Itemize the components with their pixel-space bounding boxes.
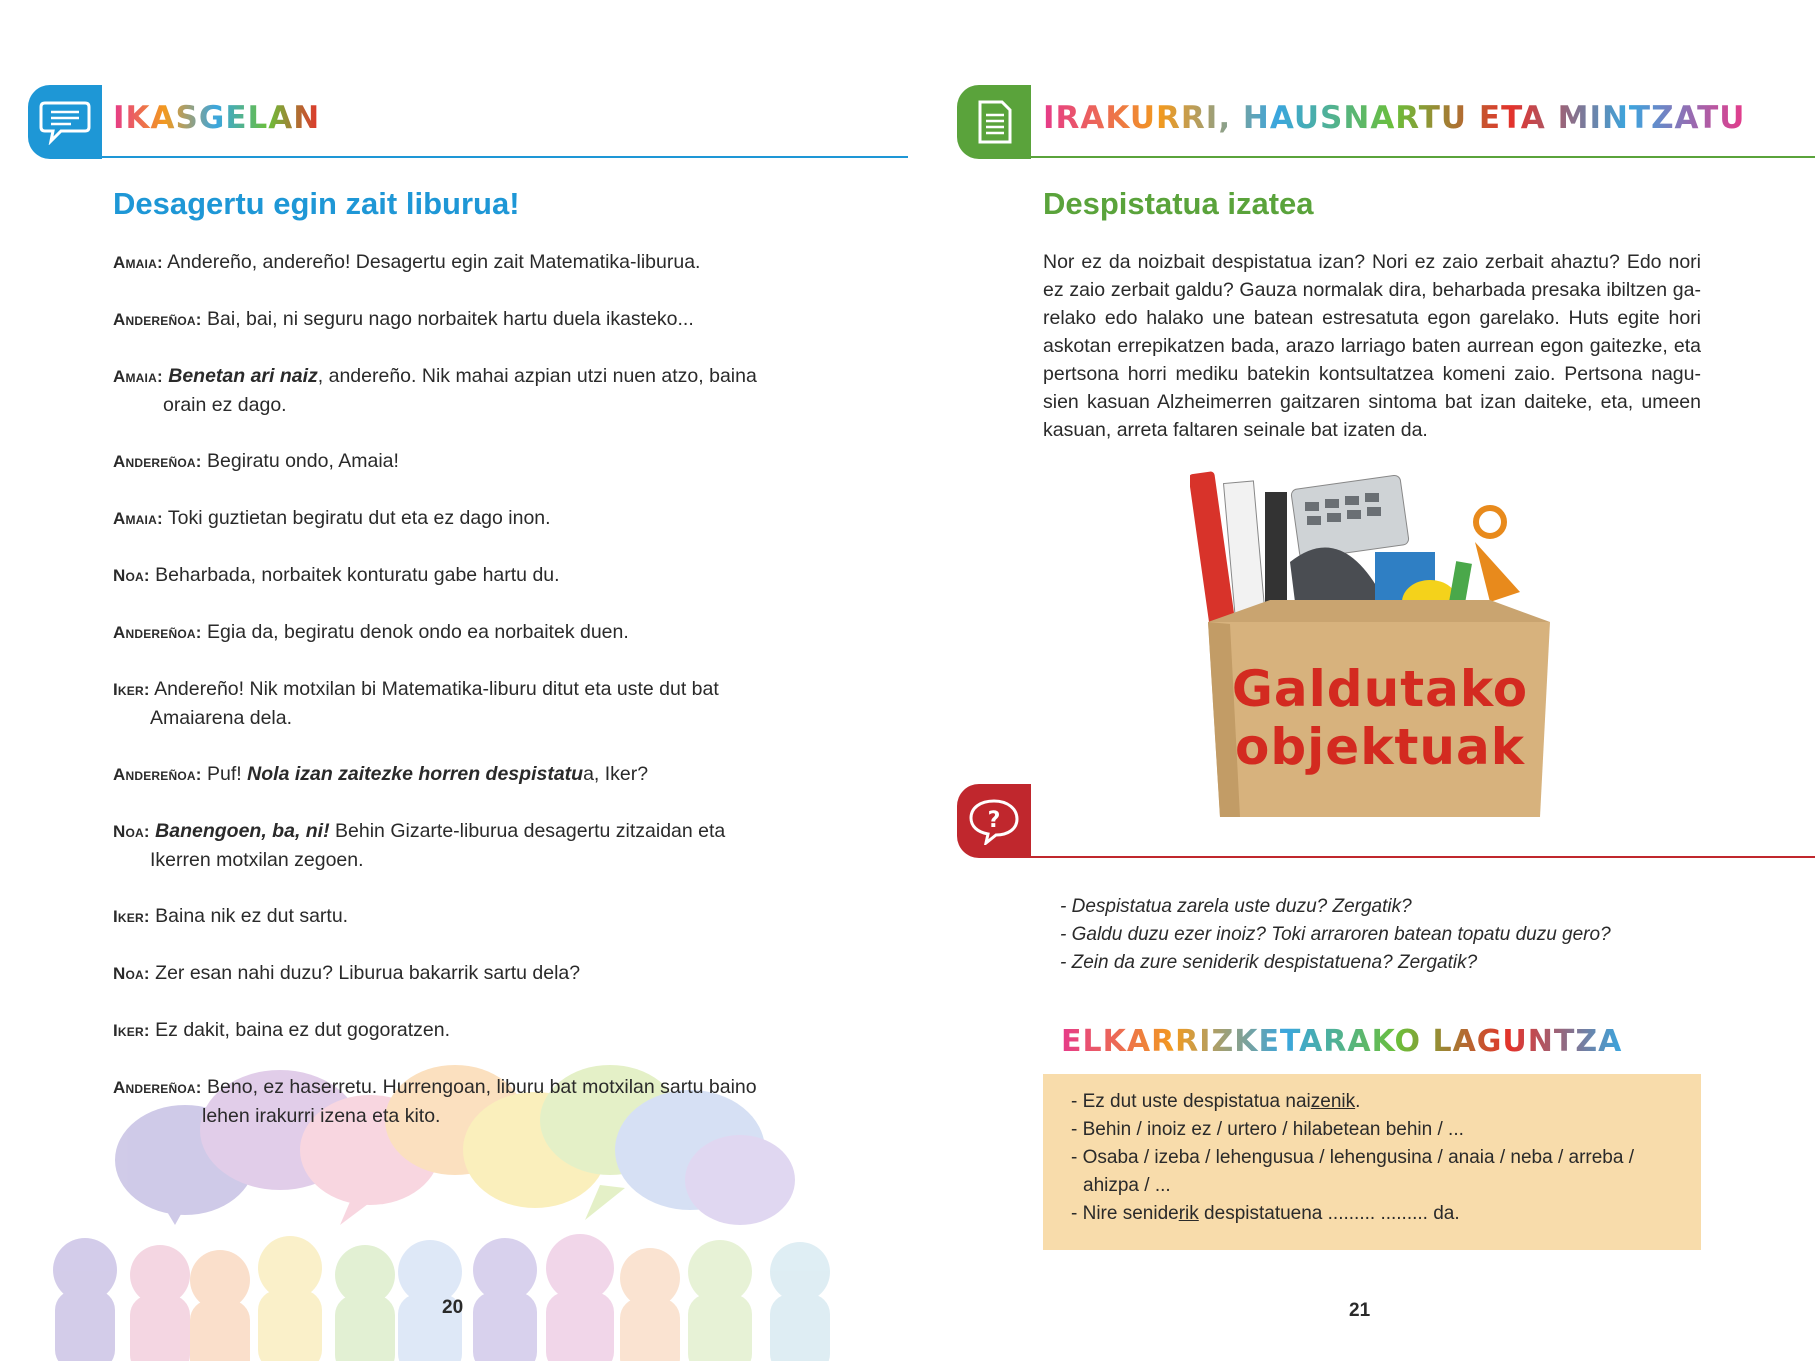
box-label-line2: objektuak	[1235, 718, 1525, 776]
help-text: .	[1355, 1091, 1361, 1112]
help-text: despistatuena ......... ......... da.	[1198, 1203, 1460, 1224]
help-item	[1071, 1144, 1673, 1200]
help-title: ELKARRIZKETARAKO LAGUNTZA	[1061, 1024, 1623, 1059]
section-title-irakurri: IRAKURRI, HAUSNARTU ETA MINTZATU	[1043, 100, 1746, 136]
dialogue-line	[113, 902, 793, 931]
dialogue-text: , andereño. Nik mahai azpian utzi nuen atzo, baina	[317, 365, 757, 387]
questions-rule	[1031, 856, 1815, 858]
dialogue-continuation: Ikerren motxilan zegoen.	[150, 849, 364, 871]
dialogue-line	[113, 959, 793, 988]
help-text: - Osaba / izeba / lehengusua / lehengusina / anaia / neba / arreba / ahizpa / ...	[1071, 1147, 1634, 1196]
speaker-name: Noa:	[113, 566, 150, 585]
dialogue-line	[113, 1073, 793, 1130]
help-item	[1071, 1088, 1673, 1116]
intro-paragraph: Nor ez da noizbait despistatua izan? Nori ez zaio zerbait ahaztu? Edo nori ez zaio zerbait galdu? Gauza normalak dira, beharbada presaka ibiltzen garelako edo halako une batean estresatuta egon garelako. Huts egite hori askotan errepikatzen bada, arazo larriago baten aurrean egon gaitezke, eta pertsona horri mediku batekin kontsultatzea komeni zaio. Pertsona nagusien kasuan Alzheimerren gaitzaren sintoma bat izan daiteke, eta, umeen kasuan, arreta faltaren seinale bat izaten da.	[1043, 251, 1701, 441]
dialogue-continuation: Amaiarena dela.	[150, 707, 293, 729]
emphasized-text: Banengoen, ba, ni!	[155, 820, 330, 842]
help-text: - Nire senide	[1071, 1203, 1179, 1224]
dialogue-text: Baina nik ez dut sartu.	[149, 905, 349, 927]
speaker-name: Iker:	[113, 907, 150, 926]
box-label	[1195, 660, 1565, 776]
page-number-right: 21	[1349, 1300, 1371, 1321]
dialogue-continuation: orain ez dago.	[163, 394, 287, 416]
svg-text:?: ?	[987, 808, 1001, 833]
ikasgelan-section-icon	[28, 85, 102, 159]
dialogue-text: Egia da, begiratu denok ondo ea norbaitek duen.	[201, 621, 629, 643]
speaker-name: Andereñoa:	[113, 310, 202, 329]
dialogue-line	[113, 1016, 793, 1045]
question-bubble-icon	[968, 797, 1020, 845]
help-text: - Ez dut uste despistatua nai	[1071, 1091, 1311, 1112]
help-item	[1071, 1116, 1673, 1144]
speaker-name: Amaia:	[113, 509, 163, 528]
dialogue-text: Ez dakit, baina ez dut gogoratzen.	[149, 1019, 451, 1041]
dialogue-line	[113, 248, 793, 277]
irakurri-section-icon	[957, 85, 1031, 159]
dialogue-line	[113, 760, 793, 789]
dialogue-text: Toki guztietan begiratu dut eta ez dago inon.	[162, 507, 551, 529]
dialogue-text: Beharbada, norbaitek konturatu gabe hartu du.	[149, 564, 560, 586]
dialogue-text: Beno, ez haserretu. Hurrengoan, liburu bat motxilan sartu baino	[201, 1076, 757, 1098]
page-number-left: 20	[442, 1297, 464, 1318]
dialogue-continuation: lehen irakurri izena eta kito.	[202, 1105, 441, 1127]
underlined-suffix: rik	[1178, 1203, 1199, 1224]
speaker-name: Amaia:	[113, 367, 163, 386]
help-text: - Behin / inoiz ez / urtero / hilabetean behin / ...	[1071, 1119, 1464, 1140]
dialogue-line	[113, 817, 793, 874]
help-item	[1071, 1200, 1673, 1228]
dialogue-text: Begiratu ondo, Amaia!	[201, 450, 399, 472]
discussion-questions	[1060, 893, 1700, 977]
dialogue-text: Puf!	[201, 763, 248, 785]
dialogue-line	[113, 561, 793, 590]
question-item: - Galdu duzu ezer inoiz? Toki arraroren batean topatu duzu gero?	[1060, 924, 1611, 945]
dialogue-text: Behin Gizarte-liburua desagertu zitzaidan eta	[329, 820, 726, 842]
emphasized-text: Benetan ari naiz	[168, 365, 318, 387]
dialogue	[113, 248, 793, 1158]
speaker-name: Andereñoa:	[113, 623, 202, 642]
speaker-name: Iker:	[113, 680, 150, 699]
dialogue-text: Zer esan nahi duzu? Liburua bakarrik sartu dela?	[149, 962, 581, 984]
dialogue-line	[113, 504, 793, 533]
speaker-name: Noa:	[113, 822, 150, 841]
speaker-name: Andereñoa:	[113, 1078, 202, 1097]
speaker-name: Andereñoa:	[113, 765, 202, 784]
dialogue-line	[113, 305, 793, 334]
dialogue-text: a, Iker?	[583, 763, 649, 785]
speaker-name: Andereñoa:	[113, 452, 202, 471]
dialogue-line	[113, 362, 793, 419]
dialogue-line	[113, 618, 793, 647]
dialogue-line	[113, 675, 793, 732]
dialogue-text: Andereño! Nik motxilan bi Matematika-liburu ditut eta uste dut bat	[149, 678, 719, 700]
underlined-suffix: zenik	[1310, 1091, 1356, 1112]
box-label-line1: Galdutako	[1231, 660, 1529, 718]
section-rule	[100, 156, 908, 158]
speaker-name: Amaia:	[113, 253, 163, 272]
speaker-name: Iker:	[113, 1021, 150, 1040]
speech-bubble-icon	[39, 99, 91, 145]
section-rule-right	[1031, 156, 1815, 158]
speaker-name: Noa:	[113, 964, 150, 983]
emphasized-text: Nola izan zaitezke horren despistatu	[247, 763, 584, 785]
dialogue-text: Bai, bai, ni seguru nago norbaitek hartu duela ikasteko...	[201, 308, 694, 330]
question-item: - Despistatua zarela uste duzu? Zergatik?	[1060, 896, 1412, 917]
story-title-right: Despistatua izatea	[1043, 186, 1314, 221]
conversation-help-box	[1043, 1074, 1701, 1250]
document-icon	[974, 99, 1014, 145]
question-item: - Zein da zure seniderik despistatuena? Zergatik?	[1060, 952, 1478, 973]
questions-section-icon	[957, 784, 1031, 858]
story-title: Desagertu egin zait liburua!	[113, 186, 520, 221]
dialogue-text: Andereño, andereño! Desagertu egin zait Matematika-liburua.	[162, 251, 701, 273]
section-title-ikasgelan: IKASGELAN	[113, 100, 321, 136]
dialogue-line	[113, 447, 793, 476]
